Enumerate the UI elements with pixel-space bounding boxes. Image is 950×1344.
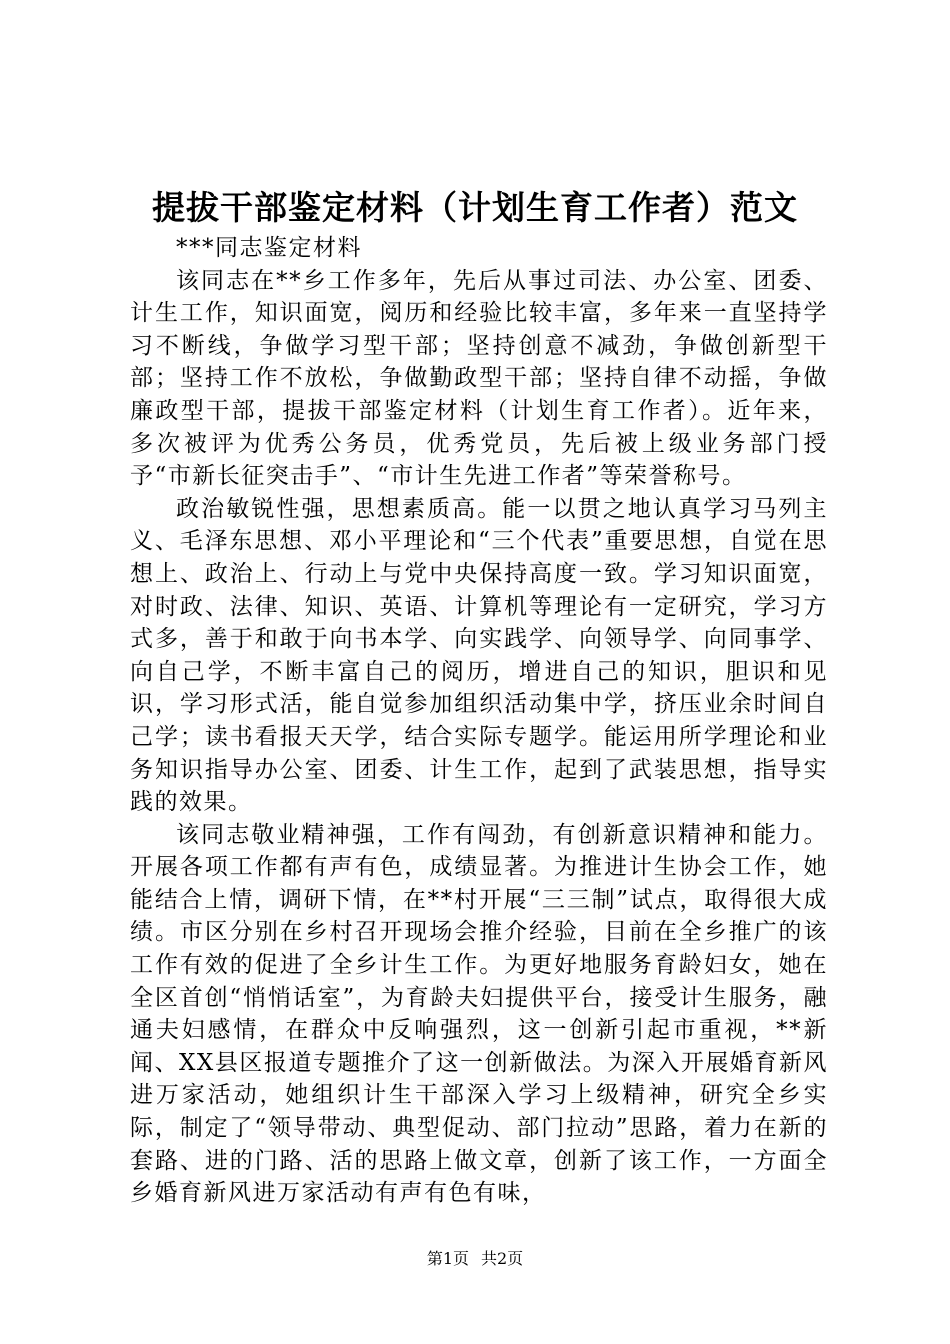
document-title: 提拔干部鉴定材料（计划生育工作者）范文 — [152, 188, 798, 227]
paragraph-3: 该同志敬业精神强，工作有闯劲，有创新意识精神和能力。开展各项工作都有声有色，成绩显著。为推进计生协会工作，她能结合上情，调研下情，在**村开展“三三制”试点，取得很大成绩。市区分别在乡村召开现场会推介经验，目前在全乡推广的该工作有效的促进了全乡计生工作。为更好地服务育龄妇女，她在全区首创“悄悄话室”，为育龄夫妇提供平台，接受计生服务，融通夫妇感情，在群众中反响强烈，这一创新引起市重视，**新闻、XX县区报道专题推介了这一创新做法。为深入开展婚育新风进万家活动，她组织计生干部深入学习上级精神，研究全乡实际，制定了“领导带动、典型促动、部门拉动”思路，着力在新的套路、进的门路、活的思路上做文章，创新了该工作，一方面全乡婚育新风进万家活动有声有色有味， — [130, 821, 828, 1207]
paragraph-2: 政治敏锐性强，思想素质高。能一以贯之地认真学习马列主义、毛泽东思想、邓小平理论和“三个代表”重要思想，自觉在思想上、政治上、行动上与党中央保持高度一致。学习知识面宽，对时政、法律、知识、英语、计算机等理论有一定研究，学习方式多，善于和敢于向书本学、向实践学、向领导学、向同事学、向自己学，不断丰富自己的阅历，增进自己的知识，胆识和见识，学习形式活，能自觉参加组织活动集中学，挤压业余时间自己学；读书看报天天学，结合实际专题学。能运用所学理论和业务知识指导办公室、团委、计生工作，起到了武装思想，指导实践的效果。 — [130, 495, 828, 816]
document-body — [130, 232, 828, 1210]
paragraph-1: 该同志在**乡工作多年，先后从事过司法、办公室、团委、计生工作，知识面宽，阅历和经验比较丰富，多年来一直坚持学习不断线，争做学习型干部；坚持创意不减劲，争做创新型干部；坚持工作不放松，争做勤政型干部；坚持自律不动摇，争做廉政型干部，提拔干部鉴定材料（计划生育工作者）。近年来，多次被评为优秀公务员，优秀党员，先后被上级业务部门授予“市新长征突击手”、“市计生先进工作者”等荣誉称号。 — [130, 267, 828, 490]
page-total: 共2页 — [481, 1249, 524, 1268]
page-footer — [0, 1248, 950, 1270]
page-number: 第1页 — [426, 1249, 469, 1268]
subheading: ***同志鉴定材料 — [176, 235, 362, 261]
